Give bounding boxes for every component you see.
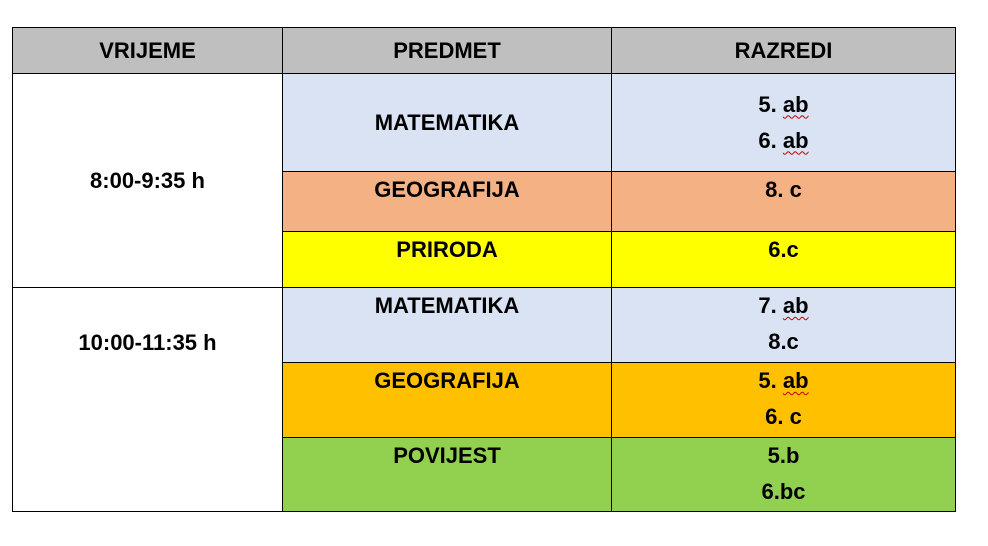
classes-cell	[612, 363, 956, 438]
class-line	[612, 288, 955, 324]
table-row	[13, 74, 956, 172]
class-letters: ab	[782, 368, 809, 393]
class-line: 8. c	[765, 177, 802, 202]
subject-cell: PRIRODA	[283, 232, 612, 288]
header-row	[13, 28, 956, 74]
class-line	[612, 363, 955, 399]
subject-cell: POVIJEST	[283, 438, 612, 512]
class-line: 6. c	[765, 404, 802, 429]
classes-cell	[612, 172, 956, 232]
header-time: VRIJEME	[13, 28, 283, 74]
classes-cell	[612, 288, 956, 363]
classes-cell	[612, 438, 956, 512]
class-number: 5.	[758, 91, 777, 117]
time-cell	[13, 288, 283, 512]
header-subject: PREDMET	[283, 28, 612, 74]
table-row	[13, 288, 956, 363]
subject-cell: MATEMATIKA	[283, 74, 612, 172]
class-line: 5.b	[767, 443, 800, 468]
class-line: 6.c	[768, 237, 799, 262]
class-line	[612, 87, 955, 123]
class-line: 6.bc	[761, 479, 806, 504]
class-number: 5.	[758, 368, 777, 393]
classes-cell	[612, 74, 956, 172]
class-letters: ab	[782, 293, 809, 318]
header-classes: RAZREDI	[612, 28, 956, 74]
class-line	[612, 123, 955, 159]
subject-cell: GEOGRAFIJA	[283, 172, 612, 232]
class-letters: ab	[782, 91, 809, 117]
class-number: 6.	[758, 127, 777, 153]
time-label: 10:00-11:35 h	[78, 330, 217, 355]
class-number: 7.	[758, 293, 777, 318]
subject-cell: GEOGRAFIJA	[283, 363, 612, 438]
class-letters: ab	[782, 127, 809, 153]
time-cell: 8:00-9:35 h	[13, 74, 283, 288]
class-line: 8.c	[768, 329, 799, 354]
subject-cell: MATEMATIKA	[283, 288, 612, 363]
classes-cell	[612, 232, 956, 288]
schedule-table	[12, 27, 956, 512]
